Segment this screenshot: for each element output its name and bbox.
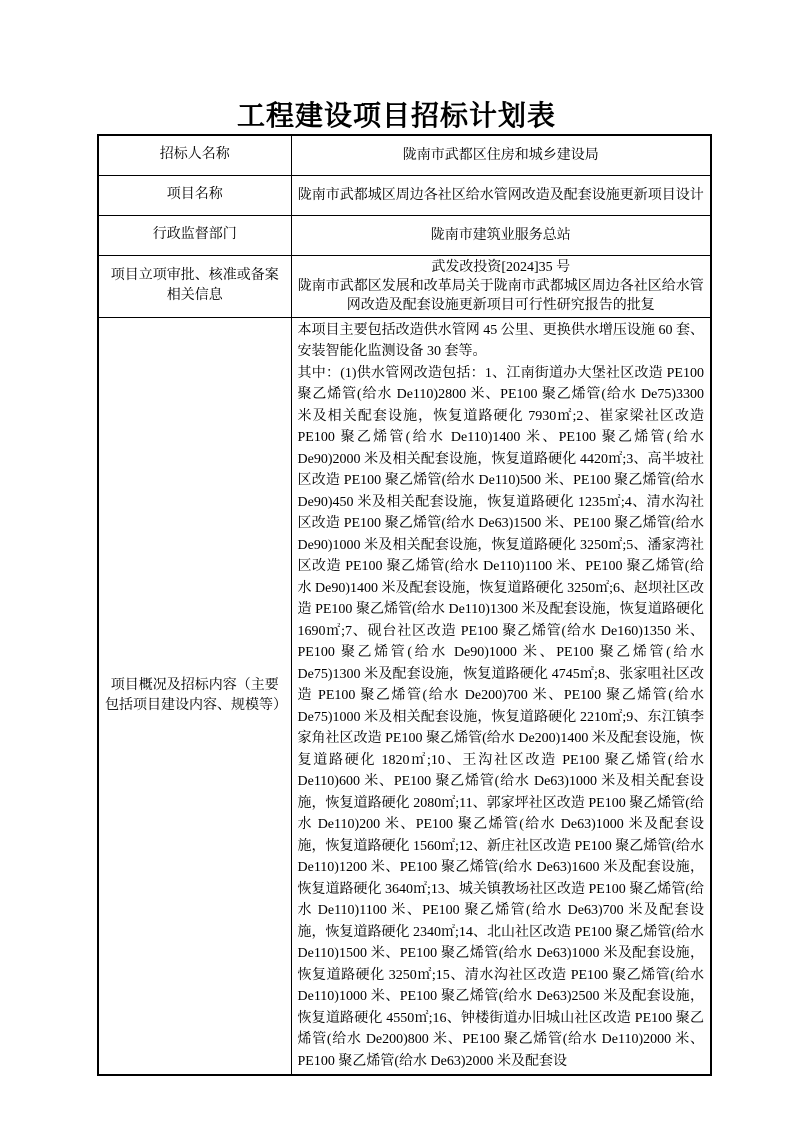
approval-doc-title: 陇南市武都区发展和改革局关于陇南市武都城区周边各社区给水管网改造及配套设施更新项目可行性研究报告的批复 (297, 278, 704, 313)
supervisory-department-label: 行政监督部门 (98, 215, 291, 255)
bidder-name-label: 招标人名称 (98, 135, 291, 175)
table-row-bidder (98, 135, 711, 175)
approval-info-label: 项目立项审批、核准或备案相关信息 (98, 255, 291, 317)
table-row-overview (98, 317, 711, 1075)
table-row-project (98, 175, 711, 215)
overview-summary: 本项目主要包括改造供水管网 45 公里、更换供水增压设施 60 套、安装智能化监测设备 30 套等。 (297, 322, 704, 359)
page-title: 工程建设项目招标计划表 (236, 101, 556, 132)
project-name-label: 项目名称 (98, 175, 291, 215)
project-name-value: 陇南市武都城区周边各社区给水管网改造及配套设施更新项目设计 (291, 175, 711, 215)
project-overview-value (291, 317, 711, 1075)
supervisory-department-value: 陇南市建筑业服务总站 (291, 215, 711, 255)
bidder-name-value: 陇南市武都区住房和城乡建设局 (291, 135, 711, 175)
overview-details: 其中：(1)供水管网改造包括：1、江南街道办大堡社区改造 PE100 聚乙烯管(给水 De110)2800 米、PE100 聚乙烯管(给水 De75)3300 米及相关配套设施，恢复道路硬化 7930㎡;2、崔家梁社区改造 PE100 聚乙烯管(给水 De110)1400 米、PE100 聚乙烯管(给水 De90)2000 米及相关配套设施，恢复道路硬化 4420㎡;3、高半坡社区改造 PE100 聚乙烯管(给水 De110)500 米、PE100 聚乙烯管(给水 De90)450 米及相关配套设施，恢复道路硬化 1235㎡;4、清水沟社区改造 PE100 聚乙烯管(给水 De63)1500 米、PE100 聚乙烯管(给水 De90)1000 米及相关配套设施，恢复道路硬化 3250㎡;5、潘家湾社区改造 PE100 聚乙烯管(给水 De110)1100 米、PE100 聚乙烯管(给水 De90)1400 米及配套设施，恢复道路硬化 3250㎡;6、赵坝社区改造 PE100 聚乙烯管(给水 De110)1300 米及配套设施，恢复道路硬化 1690㎡;7、砚台社区改造 PE100 聚乙烯管(给水 De160)1350 米、PE100 聚乙烯管(给水 De90)1000 米、PE100 聚乙烯管(给水 De75)1300 米及配套设施，恢复道路硬化 4745㎡;8、张家咀社区改造 PE100 聚乙烯管(给水 De200)700 米、PE100 聚乙烯管(给水 De75)1000 米及相关配套设施，恢复道路硬化 2210㎡;9、东江镇李家角社区改造 PE100 聚乙烯管(给水 De200)1400 米及配套设施，恢复道路硬化 1820㎡;10、王沟社区改造 PE100 聚乙烯管(给水 De110)600 米、PE100 聚乙烯管(给水 De63)1000 米及相关配套设施，恢复道路硬化 2080㎡;11、郭家坪社区改造 PE100 聚乙烯管(给水 De110)200 米、PE100 聚乙烯管(给水 De63)1000 米及配套设施，恢复道路硬化 1560㎡;12、新庄社区改造 PE100 聚乙烯管(给水 De110)1200 米、PE100 聚乙烯管(给水 De63)1600 米及配套设施，恢复道路硬化 3640㎡;13、城关镇教场社区改造 PE100 聚乙烯管(给水 De110)1100 米、PE100 聚乙烯管(给水 De63)700 米及配套设施，恢复道路硬化 2340㎡;14、北山社区改造 PE100 聚乙烯管(给水 De110)1500 米、PE100 聚乙烯管(给水 De63)1000 米及配套设施，恢复道路硬化 3250㎡;15、清水沟社区改造 PE100 聚乙烯管(给水 De110)1000 米、PE100 聚乙烯管(给水 De63)2500 米及配套设施，恢复道路硬化 4550㎡;16、钟楼街道办旧城山社区改造 PE100 聚乙烯管(给水 De200)800 米、PE100 聚乙烯管(给水 De110)2000 米、PE100 聚乙烯管(给水 De63)2000 米及配套设 (297, 365, 704, 1069)
bidding-plan-table (97, 134, 712, 1076)
approval-info-value (291, 255, 711, 317)
project-overview-label: 项目概况及招标内容（主要包括项目建设内容、规模等） (98, 317, 291, 1075)
table-row-approval (98, 255, 711, 317)
approval-doc-number: 武发改投资[2024]35 号 (431, 259, 571, 275)
table-row-supervisor (98, 215, 711, 255)
